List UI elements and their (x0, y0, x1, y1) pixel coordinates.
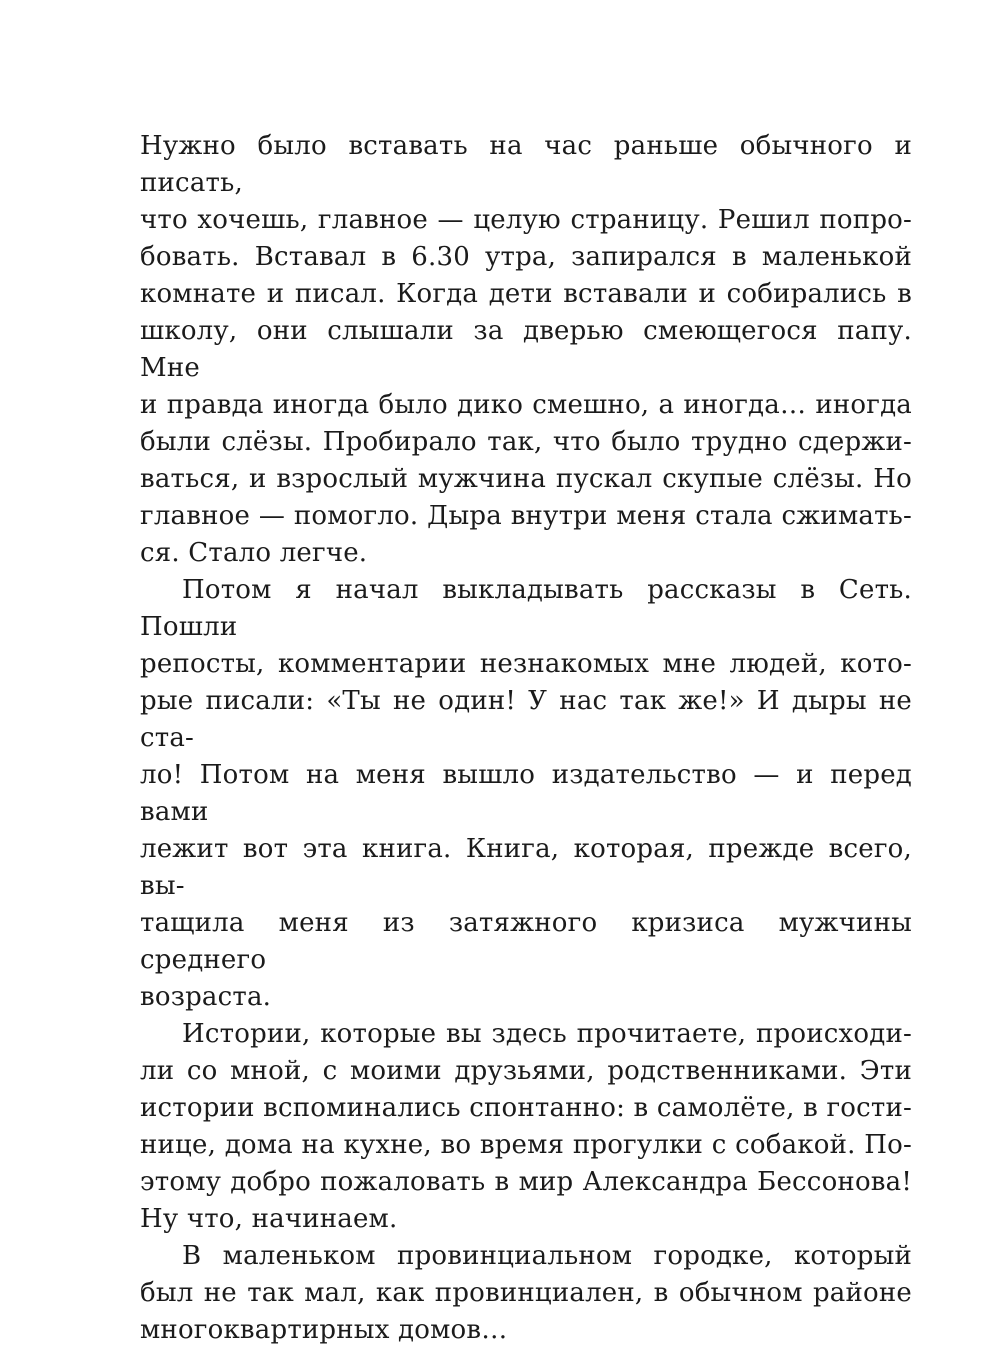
text-line: главное — помогло. Дыра внутри меня стала сжимать- (140, 501, 912, 531)
text-block (140, 128, 912, 1346)
paragraph (140, 128, 912, 572)
text-line: ло! Потом на меня вышло издательство — и перед вами (140, 760, 912, 827)
text-line: Ну что, начинаем. (140, 1204, 398, 1234)
text-line: Нужно было вставать на час раньше обычного и писать, (140, 131, 912, 198)
text-line: ся. Стало легче. (140, 538, 368, 568)
text-line: были слёзы. Пробирало так, что было трудно сдержи- (140, 427, 912, 457)
paragraph (140, 1016, 912, 1238)
text-line: лежит вот эта книга. Книга, которая, прежде всего, вы- (140, 834, 912, 901)
text-line: многоквартирных домов… (140, 1315, 508, 1345)
text-line: возраста. (140, 982, 272, 1012)
text-line: В маленьком провинциальном городке, который (182, 1241, 912, 1271)
text-line: Потом я начал выкладывать рассказы в Сеть. Пошли (140, 575, 912, 642)
text-line: истории вспоминались спонтанно: в самолёте, в гости- (140, 1093, 912, 1123)
paragraph (140, 572, 912, 1016)
text-line: репосты, комментарии незнакомых мне людей, кото- (140, 649, 912, 679)
text-line: этому добро пожаловать в мир Александра Бессонова! (140, 1167, 912, 1197)
paragraph (140, 1238, 912, 1346)
text-line: был не так мал, как провинциален, в обычном районе (140, 1278, 912, 1308)
text-line: что хочешь, главное — целую страницу. Решил попро- (140, 205, 912, 235)
text-line: бовать. Вставал в 6.30 утра, запирался в маленькой (140, 242, 912, 272)
text-line: и правда иногда было дико смешно, а иногда… иногда (140, 390, 912, 420)
text-line: нице, дома на кухне, во время прогулки с собакой. По- (140, 1130, 912, 1160)
text-line: ли со мной, с моими друзьями, родственниками. Эти (140, 1056, 912, 1086)
text-line: рые писали: «Ты не один! У нас так же!» И дыры не ста- (140, 686, 912, 753)
text-line: школу, они слышали за дверью смеющегося папу. Мне (140, 316, 912, 383)
text-line: тащила меня из затяжного кризиса мужчины среднего (140, 908, 912, 975)
text-line: Истории, которые вы здесь прочитаете, происходи- (182, 1019, 912, 1049)
text-line: ваться, и взрослый мужчина пускал скупые слёзы. Но (140, 464, 912, 494)
text-line: комнате и писал. Когда дети вставали и собирались в (140, 279, 912, 309)
